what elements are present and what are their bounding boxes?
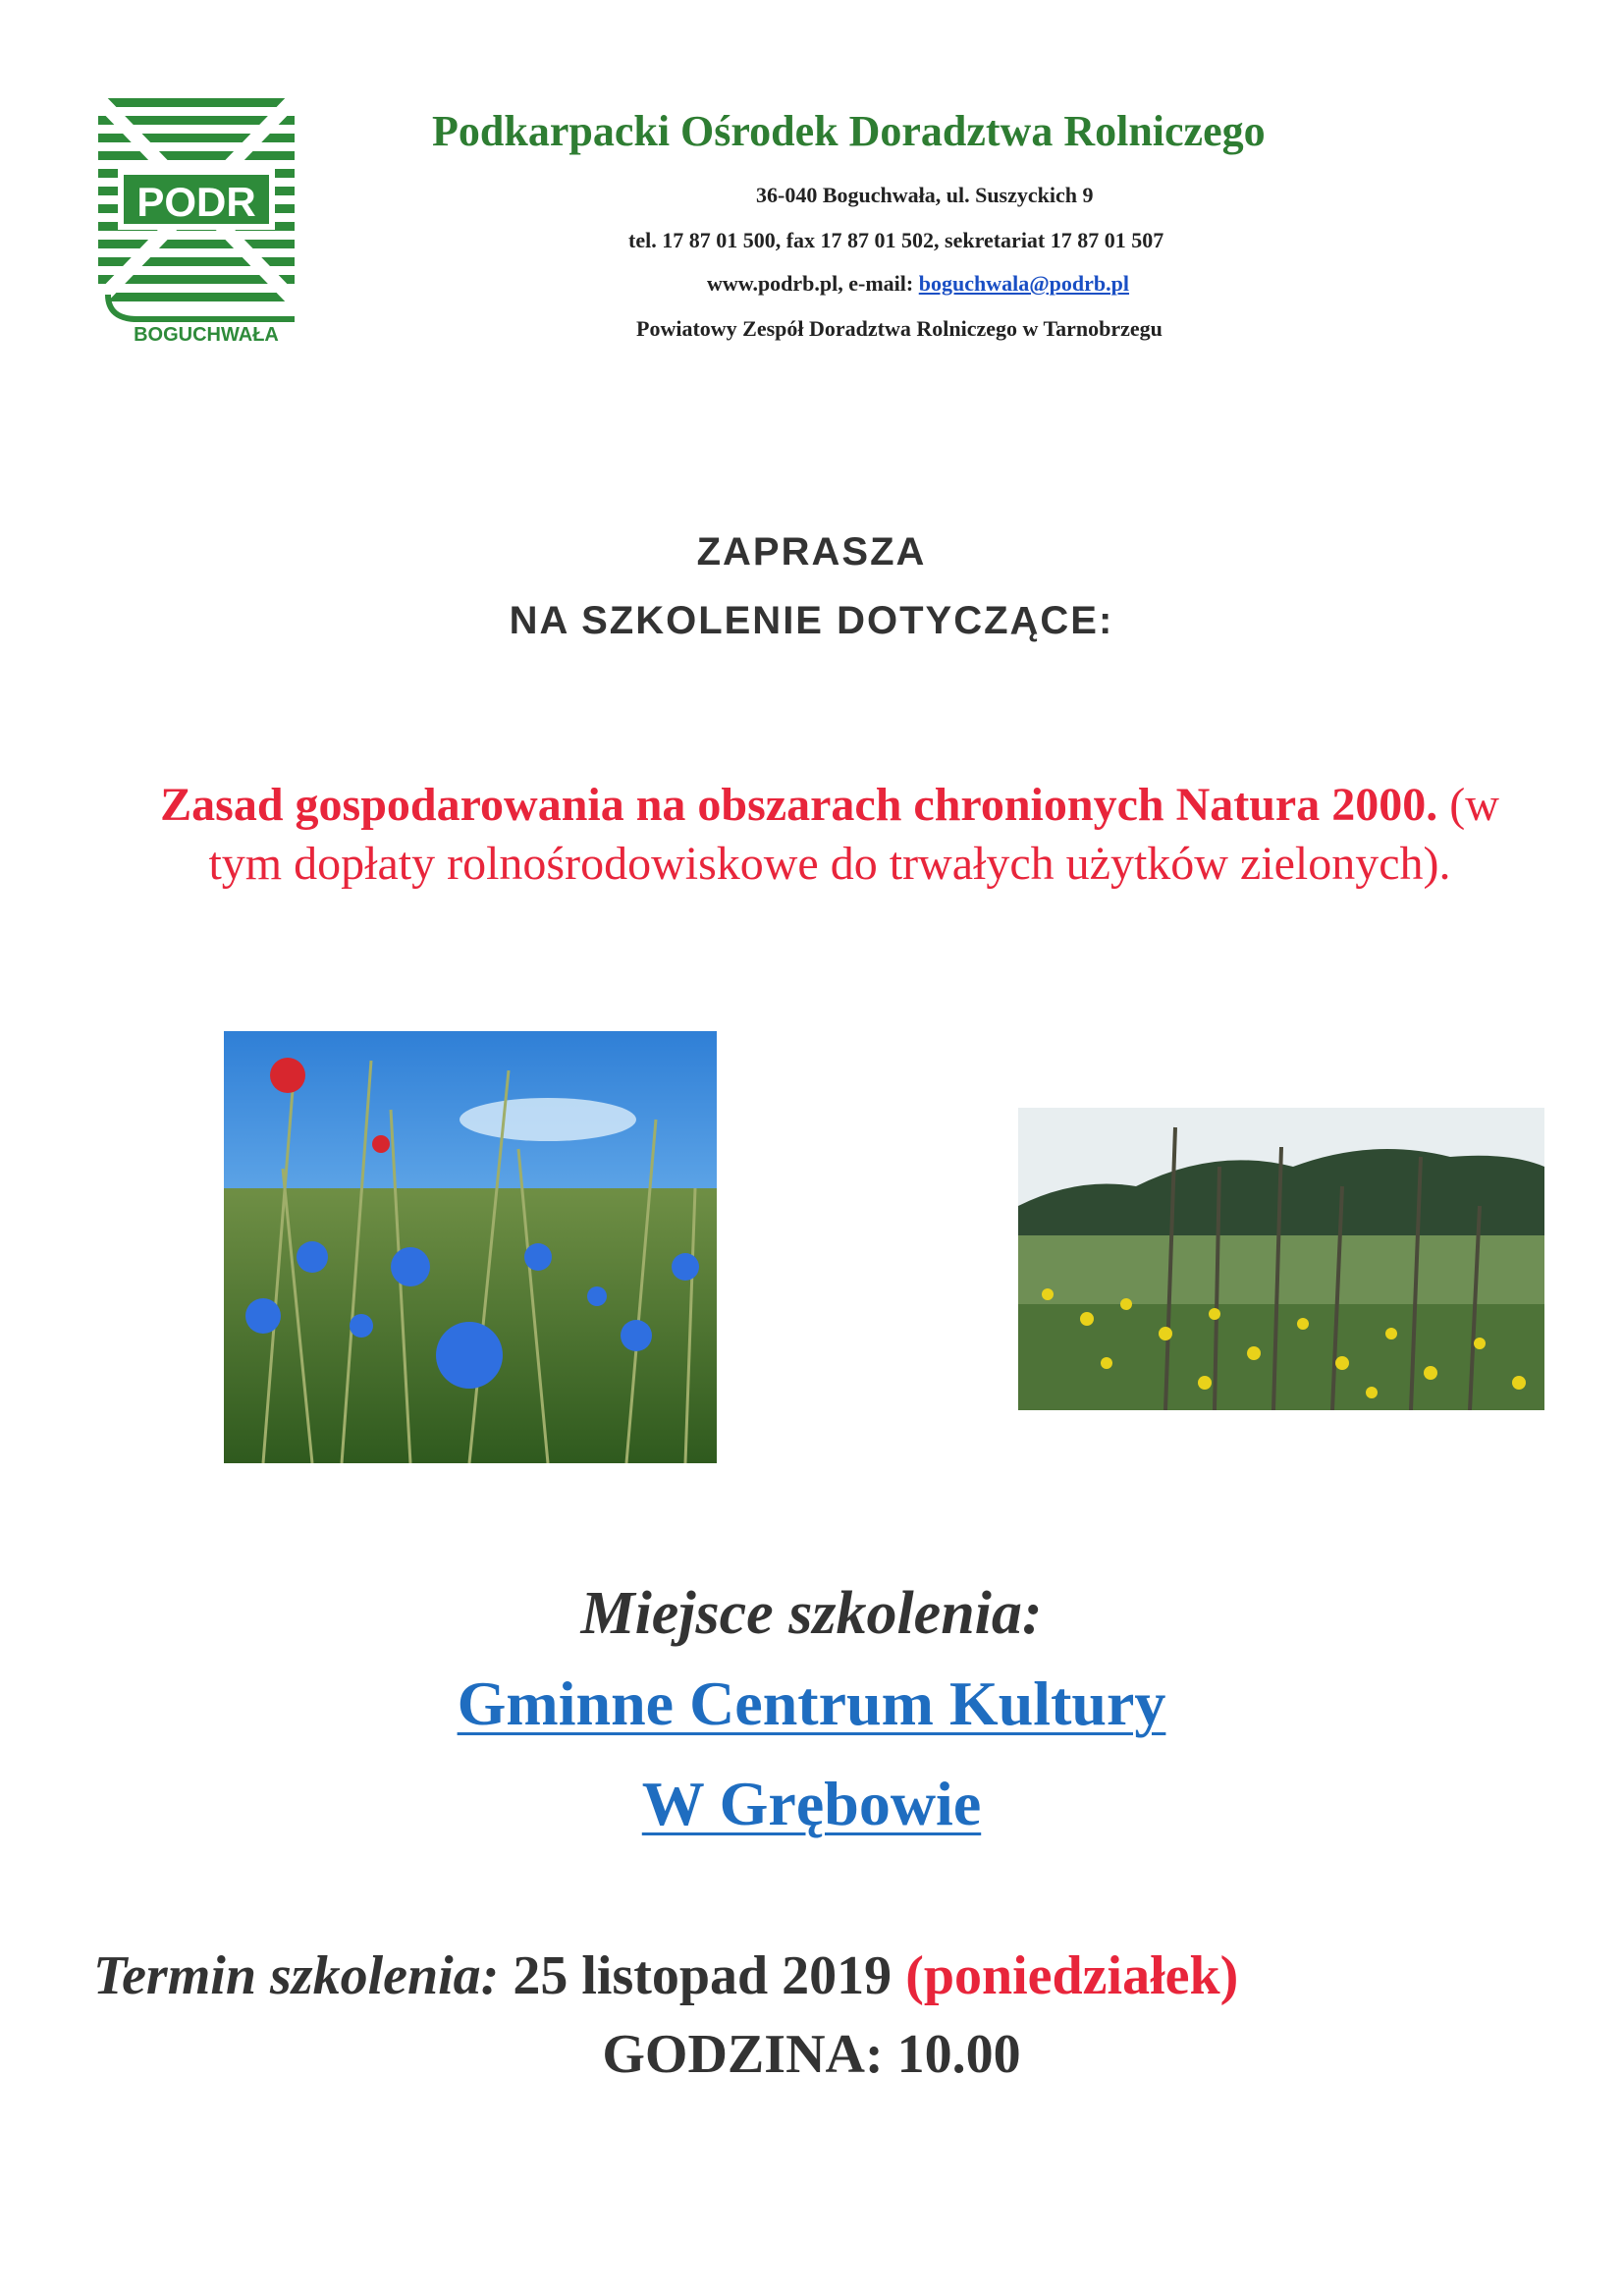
training-hour: GODZINA: 10.00: [602, 2024, 1021, 2085]
term-date: 25 listopad 2019: [499, 1945, 906, 2006]
logo-letters: PODR: [136, 179, 256, 225]
buttercup-photo-graphic: [1018, 1108, 1544, 1410]
invite-line-1: ZAPRASZA: [696, 530, 927, 574]
website-text: www.podrb.pl, e-mail:: [707, 271, 919, 296]
buttercup-meadow-photo: [1018, 1108, 1544, 1410]
cornflower-meadow-photo: [224, 1031, 717, 1463]
term-label: Termin szkolenia:: [93, 1945, 500, 2006]
term-day: (poniedziałek): [905, 1945, 1239, 2006]
email-link[interactable]: boguchwala@podrb.pl: [918, 271, 1130, 296]
podr-logo-graphic: [98, 98, 304, 344]
web-email-line: [707, 271, 1453, 297]
training-topic: [147, 776, 1512, 894]
podr-logo: [98, 98, 304, 344]
venue-line-2: [0, 1768, 1623, 1840]
invite-line-2: NA SZKOLENIE DOTYCZĄCE:: [509, 599, 1114, 642]
org-name: Podkarpacki Ośrodek Doradztwa Rolniczego: [432, 107, 1266, 155]
venue-line-1: [0, 1667, 1623, 1740]
venue-label: Miejsce szkolenia:: [580, 1580, 1043, 1647]
address: 36-040 Boguchwała, ul. Suszyckich 9: [756, 183, 1094, 207]
venue-name: Gminne Centrum Kultury: [457, 1668, 1166, 1738]
venue-town: W Grębowie: [641, 1769, 982, 1838]
phones: tel. 17 87 01 500, fax 17 87 01 502, sekretariat 17 87 01 507: [628, 228, 1164, 252]
cornflower-photo-graphic: [224, 1031, 717, 1463]
training-date-line: [93, 1944, 1238, 2007]
logo-place: BOGUCHWAŁA: [134, 324, 279, 344]
topic-bold: Zasad gospodarowania na obszarach chronionych Natura 2000.: [160, 779, 1438, 831]
team-name: Powiatowy Zespół Doradztwa Rolniczego w Tarnobrzegu: [636, 316, 1163, 341]
topic-regular: (w tym dopłaty rolnośrodowiskowe do trwałych użytków zielonych).: [208, 779, 1499, 890]
